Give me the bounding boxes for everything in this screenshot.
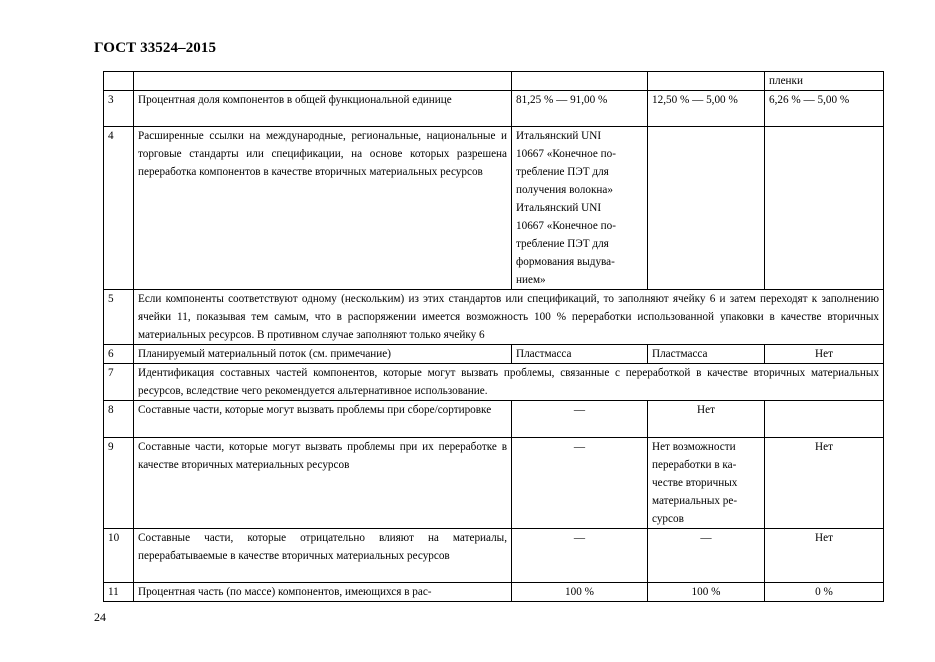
table-cell-num: 9 <box>104 438 134 529</box>
table-row <box>104 127 884 290</box>
table-cell-desc: Составные части, которые могут вызвать проблемы при их переработке в качестве вторичных материальных ресурсов <box>134 438 512 529</box>
table-cell-value: 0 % <box>765 583 884 602</box>
table-cell-num: 11 <box>104 583 134 602</box>
table-cell-num: 6 <box>104 345 134 364</box>
table-cell-value <box>512 72 648 91</box>
table-cell-num: 8 <box>104 401 134 438</box>
table-cell-value <box>765 127 884 290</box>
table-cell-num: 4 <box>104 127 134 290</box>
table-cell-desc <box>134 72 512 91</box>
table-cell-desc: Если компоненты соответствуют одному (нескольким) из этих стандартов или спецификаций, то заполняют ячейку 6 и затем переходят к заполнению ячейки 11, показывая тем самым, что в распоряжении имеется возможность 100 % переработки использованной упаковки в качестве вторичных материальных ресурсов. В противном случае заполняют только ячейку 6 <box>134 290 884 345</box>
table-row <box>104 529 884 583</box>
table-row <box>104 364 884 401</box>
table-cell-num: 7 <box>104 364 134 401</box>
table-row <box>104 583 884 602</box>
table-cell-value: 6,26 % — 5,00 % <box>765 91 884 127</box>
table-cell-value: 12,50 % — 5,00 % <box>648 91 765 127</box>
table-cell-num <box>104 72 134 91</box>
table-cell-desc: Процентная доля компонентов в общей функциональной единице <box>134 91 512 127</box>
specification-table <box>103 71 884 602</box>
table-row <box>104 345 884 364</box>
table-cell-value: Пластмасса <box>512 345 648 364</box>
table-cell-value: Пластмасса <box>648 345 765 364</box>
table-cell-value: Нет <box>765 529 884 583</box>
table-cell-value <box>648 127 765 290</box>
table-cell-value <box>648 72 765 91</box>
table-cell-value <box>765 401 884 438</box>
table-cell-value: Нет <box>765 345 884 364</box>
table-row <box>104 438 884 529</box>
table-cell-value: пленки <box>765 72 884 91</box>
table-row <box>104 72 884 91</box>
document-header-title: ГОСТ 33524–2015 <box>94 40 217 56</box>
table-row <box>104 290 884 345</box>
table-cell-value: — <box>648 529 765 583</box>
table-cell-num: 3 <box>104 91 134 127</box>
table-row <box>104 401 884 438</box>
table-cell-value: Нет <box>765 438 884 529</box>
table-cell-value: 100 % <box>512 583 648 602</box>
table-cell-desc: Процентная часть (по массе) компонентов, имеющихся в рас- <box>134 583 512 602</box>
table-cell-value: 81,25 % — 91,00 % <box>512 91 648 127</box>
table-cell-value: Итальянский UNI 10667 «Конечное по- требление ПЭТ для получения волокна» Итальянский UNI 10667 «Конечное по- требление ПЭТ для формования выдува- нием» <box>512 127 648 290</box>
table-cell-value: 100 % <box>648 583 765 602</box>
table-row <box>104 91 884 127</box>
table-cell-num: 5 <box>104 290 134 345</box>
table-cell-desc: Составные части, которые могут вызвать проблемы при сборе/сортировке <box>134 401 512 438</box>
page-number: 24 <box>94 610 106 624</box>
table-cell-desc: Расширенные ссылки на международные, региональные, национальные и торговые стандарты или спецификации, на основе которых разрешена переработка компонентов в качестве вторичных материальных ресурсов <box>134 127 512 290</box>
table-cell-desc: Планируемый материальный поток (см. примечание) <box>134 345 512 364</box>
table-cell-desc: Составные части, которые отрицательно влияют на материалы, перерабатываемые в качестве вторичных материальных ресурсов <box>134 529 512 583</box>
table-cell-value: — <box>512 529 648 583</box>
table-cell-value: — <box>512 438 648 529</box>
table-cell-value: Нет <box>648 401 765 438</box>
table-cell-desc: Идентификация составных частей компонентов, которые могут вызвать проблемы, связанные с переработкой в качестве вторичных материальных ресурсов, вследствие чего рекомендуется альтернативное использование. <box>134 364 884 401</box>
table-cell-value: Нет возможности переработки в ка- честве вторичных материальных ре- сурсов <box>648 438 765 529</box>
table-cell-value: — <box>512 401 648 438</box>
table-cell-num: 10 <box>104 529 134 583</box>
